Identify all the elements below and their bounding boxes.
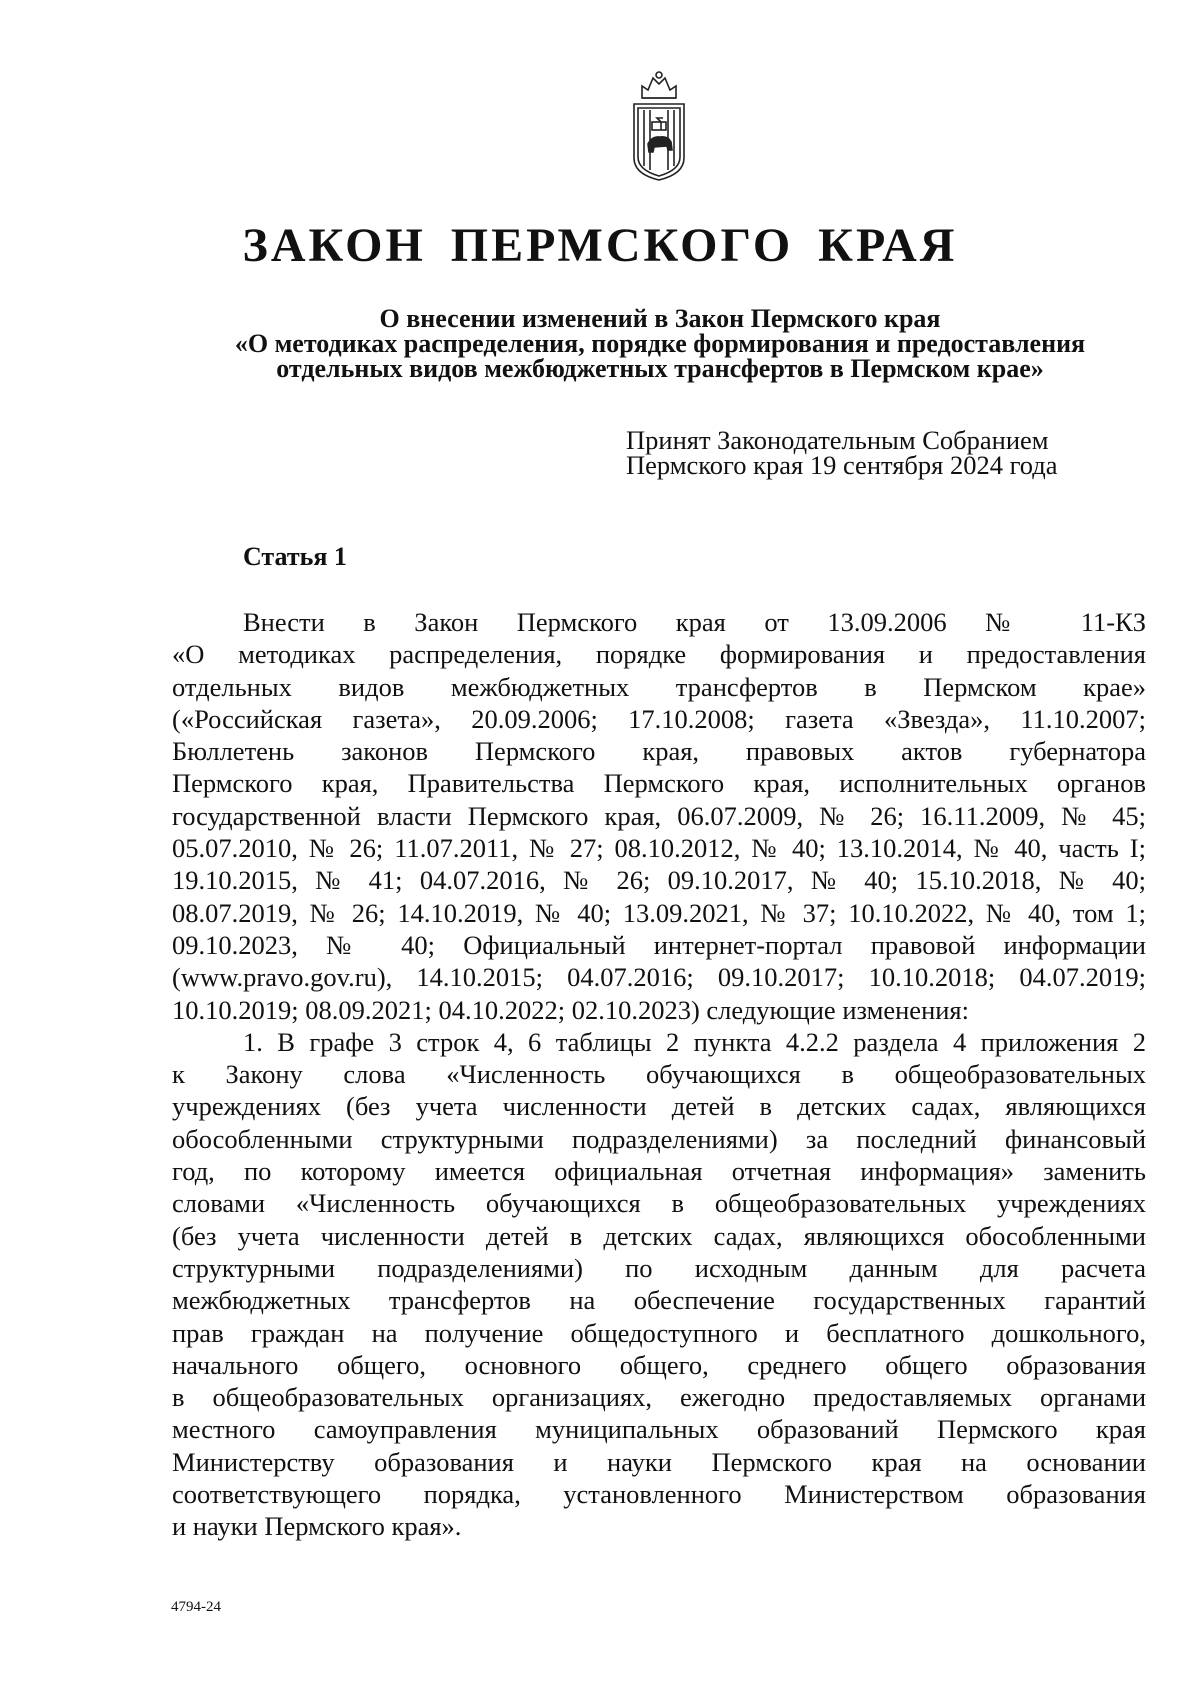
text-line: учреждениях (без учета численности детей в детских садах, являющихся <box>172 1091 1146 1122</box>
coat-of-arms-icon <box>628 70 690 182</box>
text-line: 10.10.2019; 08.09.2021; 04.10.2022; 02.10.2023) следующие изменения: <box>172 994 969 1025</box>
document-number: 4794-24 <box>171 1599 221 1615</box>
text-line: соответствующего порядка, установленного Министерством образования <box>172 1479 1146 1510</box>
text-line: («Российская газета», 20.09.2006; 17.10.2008; газета «Звезда», 11.10.2007; <box>172 703 1146 734</box>
text-line: Бюллетень законов Пермского края, правовых актов губернатора <box>172 736 1146 767</box>
text-line: 19.10.2015, № 41; 04.07.2016, № 26; 09.10.2017, № 40; 15.10.2018, № 40; <box>172 865 1146 896</box>
text-line: Министерству образования и науки Пермского края на основании <box>172 1446 1146 1477</box>
text-line: 09.10.2023, № 40; Официальный интернет-портал правовой информации <box>172 929 1146 960</box>
text-line: межбюджетных трансфертов на обеспечение государственных гарантий <box>172 1285 1146 1316</box>
text-line: 05.07.2010, № 26; 11.07.2011, № 27; 08.10.2012, № 40; 13.10.2014, № 40, часть I; <box>172 833 1146 864</box>
article-body <box>172 606 1146 1543</box>
text-line: обособленными структурными подразделениями) за последний финансовый <box>172 1123 1146 1154</box>
text-line: местного самоуправления муниципальных образований Пермского края <box>172 1414 1146 1445</box>
text-line: Пермского края, Правительства Пермского края, исполнительных органов <box>172 768 1146 799</box>
adoption-line: Принят Законодательным Собранием <box>626 425 1049 455</box>
text-line: словами «Численность обучающихся в общеобразовательных учреждениях <box>172 1188 1146 1219</box>
text-line: отдельных видов межбюджетных трансфертов в Пермском крае» <box>172 671 1146 702</box>
text-line: в общеобразовательных организациях, ежегодно предоставляемых органами <box>172 1382 1146 1413</box>
subtitle-line: отдельных видов межбюджетных трансфертов в Пермском крае» <box>276 354 1044 383</box>
subtitle-line: «О методиках распределения, порядке формирования и предоставления <box>234 329 1086 358</box>
text-line: Внести в Закон Пермского края от 13.09.2006 № 11-КЗ <box>243 607 1146 637</box>
subtitle-line: О внесении изменений в Закон Пермского края <box>379 304 941 333</box>
text-line: «О методиках распределения, порядке формирования и предоставления <box>172 639 1146 670</box>
text-line: 08.07.2019, № 26; 14.10.2019, № 40; 13.09.2021, № 37; 10.10.2022, № 40, том 1; <box>172 897 1146 928</box>
text-line: (без учета численности детей в детских садах, являющихся обособленными <box>172 1220 1146 1251</box>
text-line: структурными подразделениями) по исходным данным для расчета <box>172 1252 1146 1283</box>
text-line: к Закону слова «Численность обучающихся в общеобразовательных <box>172 1059 1146 1090</box>
text-line: государственной власти Пермского края, 06.07.2009, № 26; 16.11.2009, № 45; <box>172 800 1146 831</box>
text-line: 1. В графе 3 строк 4, 6 таблицы 2 пункта 4.2.2 раздела 4 приложения 2 <box>243 1026 1146 1057</box>
text-line: и науки Пермского края». <box>172 1511 462 1542</box>
law-title: ЗАКОН ПЕРМСКОГО КРАЯ <box>242 219 958 272</box>
law-subtitle <box>172 306 1148 381</box>
text-line: начального общего, основного общего, среднего общего образования <box>172 1349 1146 1380</box>
text-line: год, по которому имеется официальная отчетная информация» заменить <box>172 1156 1146 1187</box>
adoption-note <box>626 425 1166 480</box>
adoption-line: Пермского края 19 сентября 2024 года <box>626 450 1058 480</box>
article-heading: Статья 1 <box>243 542 347 571</box>
text-line: (www.pravo.gov.ru), 14.10.2015; 04.07.2016; 09.10.2017; 10.10.2018; 04.07.2019; <box>172 962 1146 993</box>
text-line: прав граждан на получение общедоступного и бесплатного дошкольного, <box>172 1317 1146 1348</box>
